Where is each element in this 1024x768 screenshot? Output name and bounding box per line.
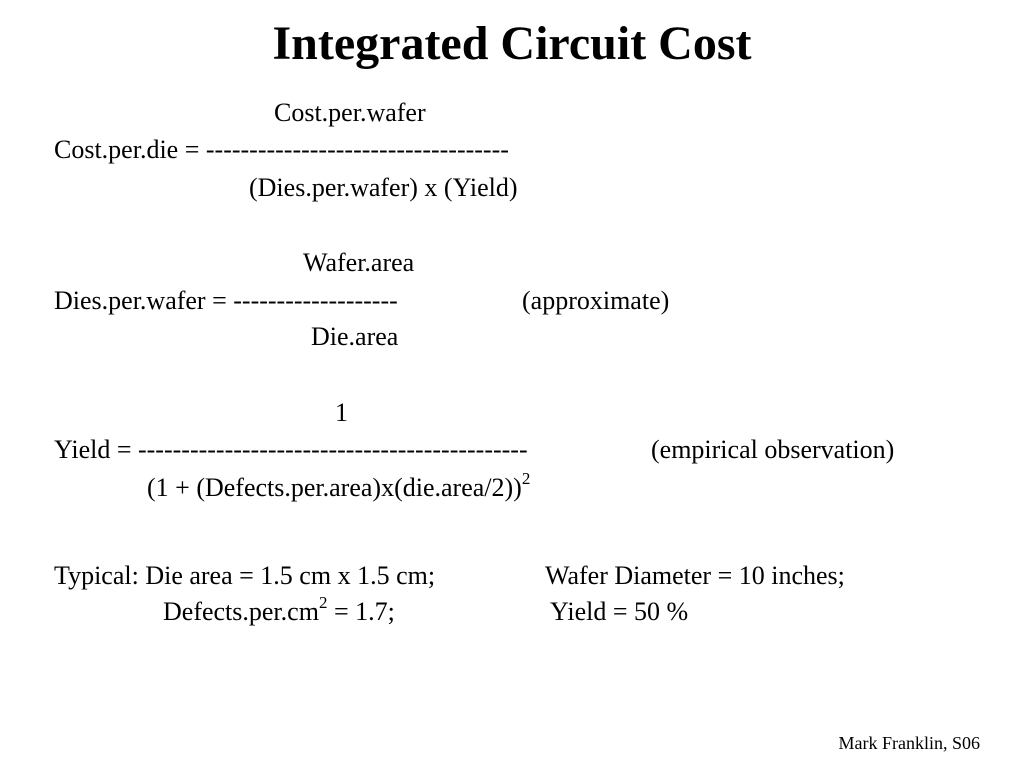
typical-wafer-diameter: Wafer Diameter = 10 inches; xyxy=(545,561,845,590)
slide-title: Integrated Circuit Cost xyxy=(272,17,752,70)
cost-per-die-denominator: (Dies.per.wafer) x (Yield) xyxy=(249,173,518,202)
defects-prefix: Defects.per.cm xyxy=(163,597,319,626)
typical-defects-per-area xyxy=(163,593,395,627)
yield-equation: Yield = --------------------------------------------- xyxy=(54,435,528,464)
cost-per-die-equation: Cost.per.die = ----------------------------------- xyxy=(54,135,509,164)
defects-exponent: 2 xyxy=(318,593,328,613)
yield-denominator xyxy=(147,469,531,503)
typical-die-area: Typical: Die area = 1.5 cm x 1.5 cm; xyxy=(54,561,436,590)
dies-per-wafer-numerator: Wafer.area xyxy=(303,248,415,277)
yield-denominator-text: (1 + (Defects.per.area)x(die.area/2)) xyxy=(147,473,522,502)
dies-per-wafer-equation: Dies.per.wafer = ------------------- xyxy=(54,286,398,315)
defects-suffix: = 1.7; xyxy=(327,597,395,626)
yield-denominator-exponent: 2 xyxy=(521,469,531,489)
yield-note: (empirical observation) xyxy=(651,435,895,464)
footer-author: Mark Franklin, S06 xyxy=(838,733,980,753)
dies-per-wafer-denominator: Die.area xyxy=(311,322,399,351)
dies-per-wafer-note: (approximate) xyxy=(522,286,670,315)
cost-per-die-numerator: Cost.per.wafer xyxy=(274,98,426,127)
typical-yield: Yield = 50 % xyxy=(550,597,689,626)
yield-numerator: 1 xyxy=(335,398,348,427)
